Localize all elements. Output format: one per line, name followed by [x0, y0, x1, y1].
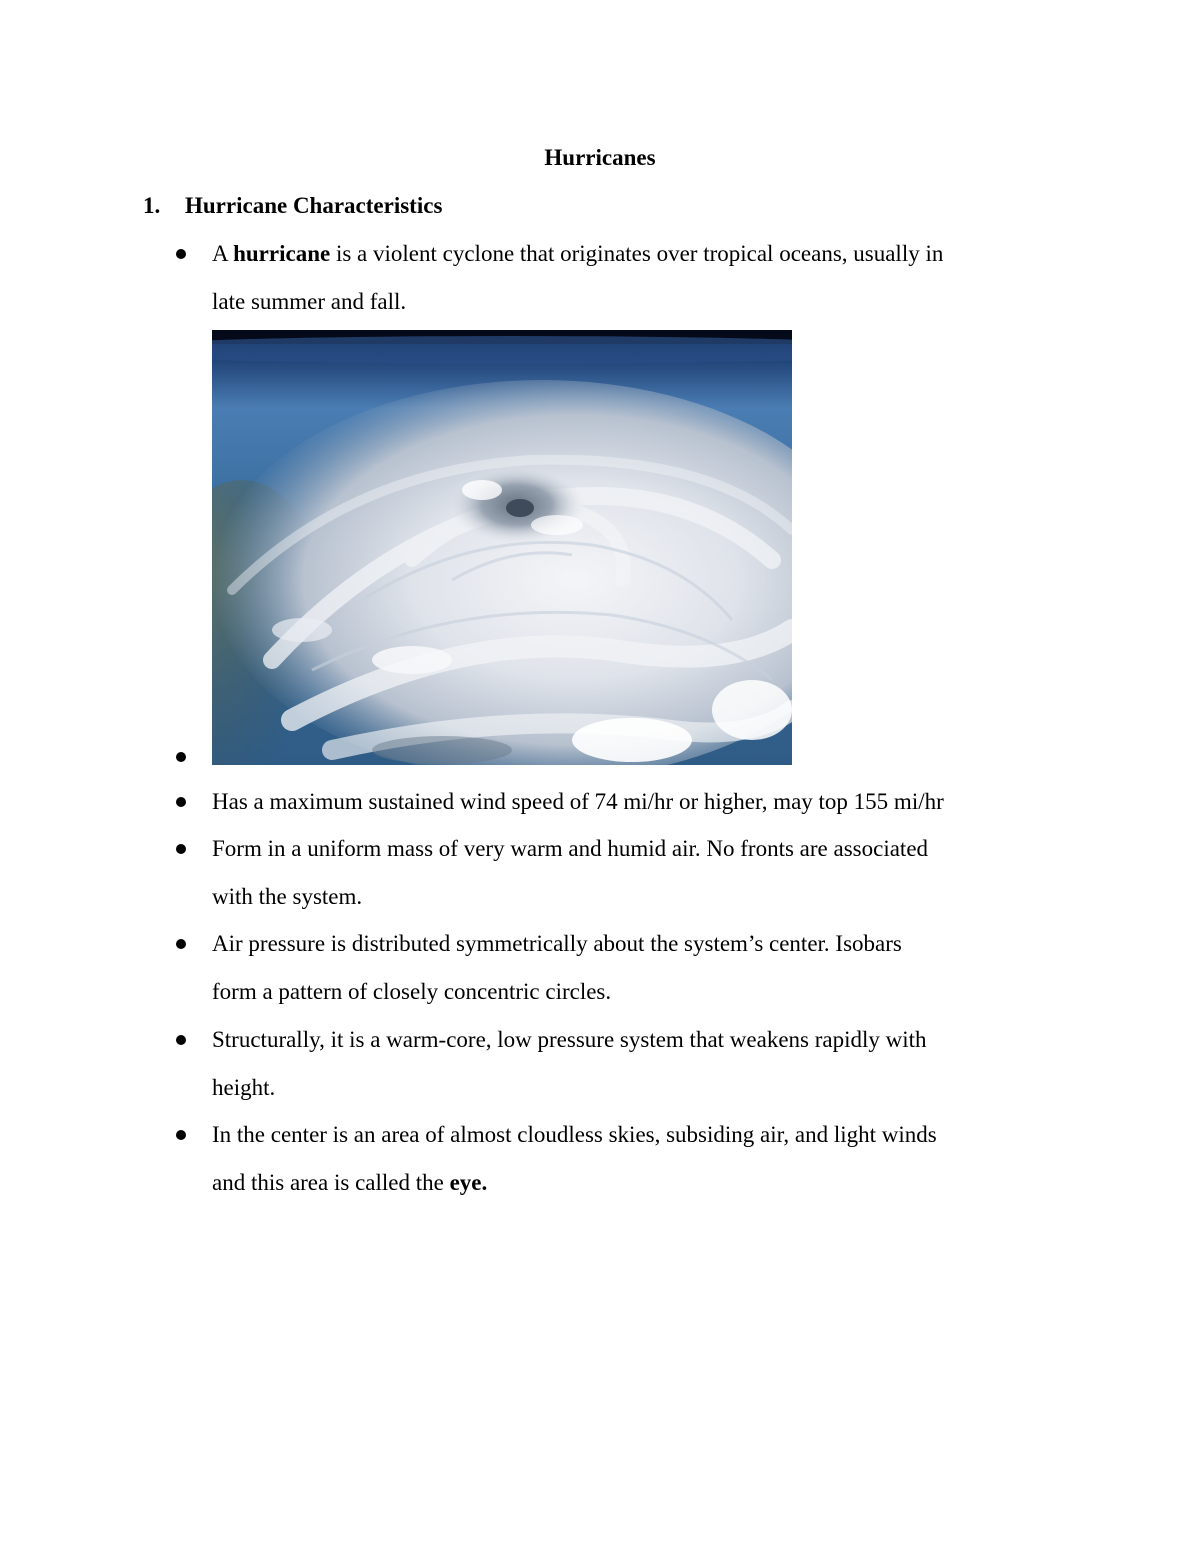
bullet-text-span: is a violent cyclone that originates over tropical oceans, usually in	[330, 241, 944, 266]
document-title: Hurricanes	[544, 145, 656, 170]
bullet-line: form a pattern of closely concentric circles.	[212, 978, 612, 1004]
bullet-text-span: A	[212, 241, 234, 266]
bullet-icon	[176, 249, 186, 259]
bullet-air-mass	[212, 825, 1112, 920]
bullet-icon	[176, 1035, 186, 1045]
bullet-air-pressure	[212, 920, 1112, 1015]
bullet-line: Air pressure is distributed symmetrically about the system’s center. Isobars	[212, 931, 902, 956]
bullet-eye	[212, 1111, 1112, 1206]
hurricane-satellite-image	[212, 330, 792, 765]
section-heading-text: Hurricane Characteristics	[185, 193, 443, 218]
bullet-icon	[176, 939, 186, 949]
bullet-hurricane-definition	[212, 230, 1112, 325]
bullet-icon	[176, 752, 186, 762]
bullet-line: Form in a uniform mass of very warm and humid air. No fronts are associated	[212, 836, 929, 861]
bold-term-hurricane: hurricane	[233, 241, 331, 266]
section-heading	[143, 189, 442, 223]
bullet-icon	[176, 1130, 186, 1140]
bullet-icon	[176, 797, 186, 807]
bullet-line: late summer and fall.	[212, 288, 407, 314]
bullet-structure	[212, 1016, 1112, 1111]
bullet-text-span: and this area is called the	[212, 1169, 450, 1195]
bullet-line: with the system.	[212, 883, 363, 909]
section-number: 1.	[143, 193, 161, 218]
bullet-line	[212, 1159, 1112, 1207]
bullet-icon	[176, 844, 186, 854]
bullet-wind-speed	[212, 778, 1112, 826]
bullet-line: In the center is an area of almost cloudless skies, subsiding air, and light winds	[212, 1122, 937, 1147]
bold-term-eye: eye.	[449, 1169, 488, 1195]
bullet-line: Structurally, it is a warm-core, low pressure system that weakens rapidly with	[212, 1027, 927, 1052]
bullet-line: Has a maximum sustained wind speed of 74 mi/hr or higher, may top 155 mi/hr	[212, 789, 944, 814]
bullet-line	[212, 230, 1112, 278]
bullet-line: height.	[212, 1074, 276, 1100]
